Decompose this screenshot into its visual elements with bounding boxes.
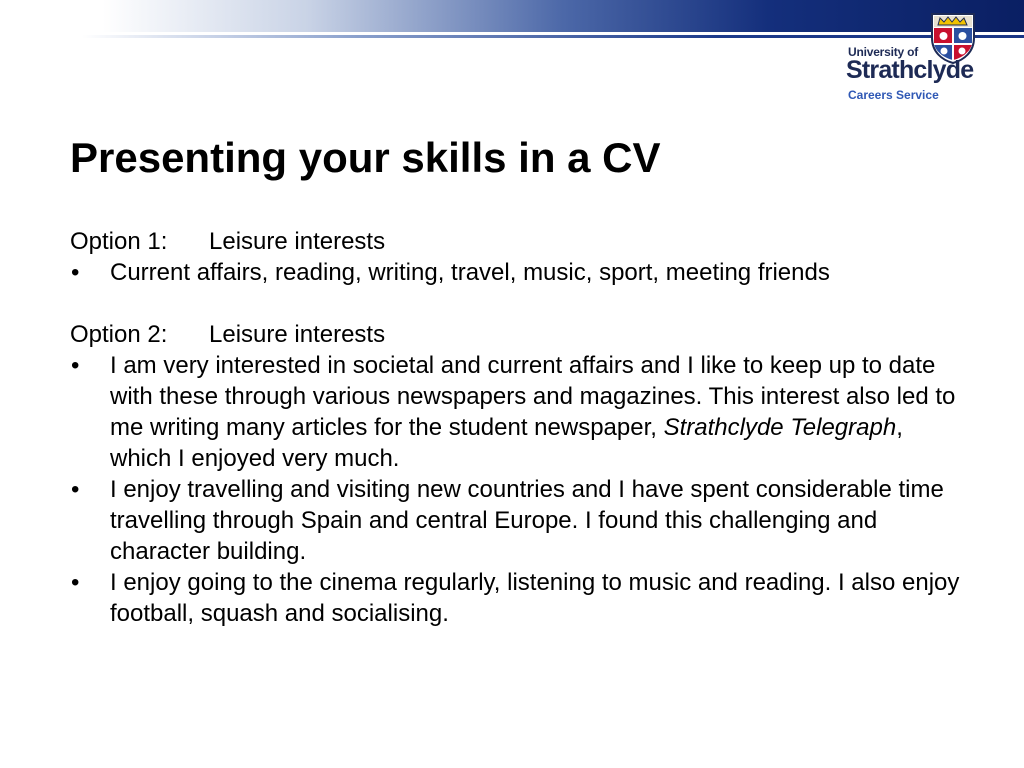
slide-content: [70, 226, 970, 629]
list-item: [70, 257, 970, 288]
bullet-icon: •: [71, 352, 80, 379]
option-2-bullet-3: I enjoy going to the cinema regularly, listening to music and reading. I also enjoy football, squash and socialising.: [110, 569, 960, 627]
slide-title: Presenting your skills in a CV: [70, 134, 661, 181]
newspaper-name: Strathclyde Telegraph: [663, 414, 897, 441]
option-2-heading-text: Leisure interests: [209, 321, 386, 348]
option-1-label: Option 1:: [70, 228, 168, 255]
option-1-list: [70, 257, 970, 288]
bullet-icon: •: [71, 476, 80, 503]
option-2-bullet-1-before: I am very interested in societal and current affairs and I like to keep up to date with these through various newspapers and magazines. This interest also led to me writing many articles for the student newspaper,: [110, 352, 956, 441]
option-2-bullet-1-after: , which I enjoyed very much.: [110, 414, 903, 472]
spacer: [70, 288, 970, 319]
university-logo: [846, 12, 982, 104]
logo-careers-service: Careers Service: [848, 88, 939, 102]
bullet-icon: •: [71, 259, 80, 286]
logo-strathclyde: Strathclyde: [846, 56, 974, 84]
list-item: [70, 567, 970, 629]
logo-university-of: University of: [848, 45, 919, 59]
option-2-heading: [70, 319, 970, 350]
option-2-label: Option 2:: [70, 321, 168, 348]
option-1-bullet-text: Current affairs, reading, writing, travel, music, sport, meeting friends: [110, 259, 830, 286]
option-2-bullet-2: I enjoy travelling and visiting new countries and I have spent considerable time travelling through Spain and central Europe. I found this challenging and character building.: [110, 476, 944, 565]
option-1-heading-text: Leisure interests: [209, 228, 386, 255]
option-2-list: [70, 350, 970, 629]
option-1-heading: [70, 226, 970, 257]
list-item: [70, 474, 970, 567]
bullet-icon: •: [71, 569, 80, 596]
list-item: [70, 350, 970, 474]
